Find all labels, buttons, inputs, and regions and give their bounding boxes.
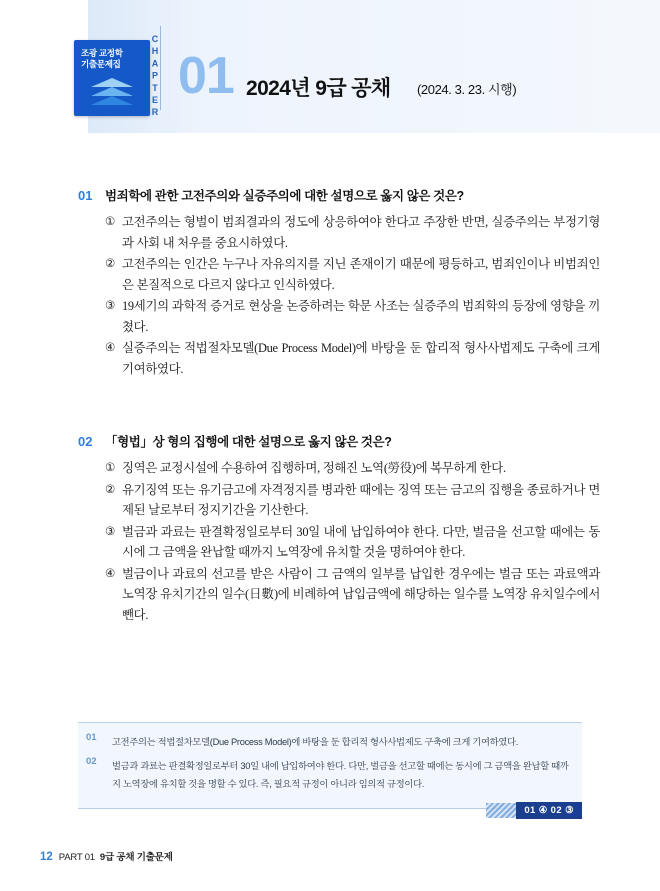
page-subtitle: (2024. 3. 23. 시행)	[417, 82, 517, 97]
answer-bar-stripe	[486, 803, 516, 818]
page-title: 2024년 9급 공채	[246, 77, 391, 100]
choice-text: 실증주의는 적법절차모델(Due Process Model)에 바탕을 둔 합리적 형사사법제도 구축에 크게 기여하였다.	[122, 341, 600, 376]
explanation-number: 02	[86, 756, 97, 767]
choice-text: 고전주의는 형벌이 범죄결과의 정도에 상응하여야 한다고 주장한 반면, 실증주의는 부정기형과 사회 내 처우를 중요시하였다.	[122, 215, 600, 250]
choice-list	[105, 212, 600, 379]
choice-marker: ③	[105, 300, 116, 312]
header-divider-rule	[160, 26, 161, 110]
badge-label	[81, 48, 123, 70]
chapter-number: 01	[178, 47, 234, 105]
explanation-text: 고전주의는 적법절차모델(Due Process Model)에 바탕을 둔 합리적 형사사법제도 구축에 크게 기여하였다.	[112, 737, 518, 747]
choice-item[interactable]	[105, 564, 600, 626]
choice-marker: ②	[105, 483, 116, 496]
choice-list	[105, 458, 600, 625]
explanation-row	[86, 732, 574, 750]
choice-marker: ③	[105, 525, 116, 538]
badge-line-1: 조광 교정학	[81, 48, 123, 58]
question-spacer	[0, 380, 660, 434]
choice-text: 벌금과 과료는 판결확정일로부터 30일 내에 납입하여야 한다. 다만, 벌금을 선고할 때에는 동시에 그 금액을 완납할 때까지 노역장에 유치할 것을 명하여야 한다.	[122, 524, 600, 559]
choice-text: 고전주의는 인간은 누구나 자유의지를 지닌 존재이기 때문에 평등하고, 범죄인이나 비범죄인은 본질적으로 다르지 않다고 인식하였다.	[122, 257, 600, 292]
choice-marker: ①	[105, 216, 116, 228]
header-background-gradient	[88, 0, 660, 133]
answer-key-bar	[486, 802, 582, 819]
footer-part: PART 01	[58, 852, 95, 863]
layered-books-icon	[87, 78, 137, 110]
question-list	[0, 133, 660, 626]
question-stem: 「형법」상 형의 집행에 대한 설명으로 옳지 않은 것은?	[105, 435, 392, 449]
choice-item[interactable]	[105, 480, 600, 521]
choice-marker: ④	[105, 342, 116, 354]
footer-label: 9급 공채 기출문제	[99, 852, 173, 863]
chapter-label: CHAPTER	[150, 34, 160, 120]
question-item	[0, 434, 660, 625]
page-header	[0, 0, 660, 133]
choice-item[interactable]	[105, 212, 600, 253]
page-footer	[40, 849, 173, 863]
explanation-number: 01	[86, 732, 97, 743]
choice-marker: ①	[105, 462, 116, 474]
question-item	[0, 188, 660, 379]
choice-marker: ④	[105, 567, 116, 580]
answer-key-text: 01 ④ 02 ③	[516, 802, 582, 819]
choice-text: 유기징역 또는 유기금고에 자격정지를 병과한 때에는 징역 또는 금고의 집행을 종료하거나 면제된 날로부터 정지기간을 기산한다.	[122, 482, 600, 517]
choice-text: 징역은 교정시설에 수용하여 집행하며, 정해진 노역(勞役)에 복무하게 한다.	[122, 461, 506, 475]
explanation-row	[86, 756, 574, 792]
question-number: 01	[78, 188, 93, 203]
page-number: 12	[40, 851, 53, 863]
choice-text: 벌금이나 과료의 선고를 받은 사람이 그 금액의 일부를 납입한 경우에는 벌금 또는 과료액과 노역장 유치기간의 일수(日數)에 비례하여 납입금액에 해당하는 일수를 노역장 유치일수에서 뺀다.	[122, 566, 600, 622]
badge-line-2: 기출문제집	[81, 59, 121, 69]
explanation-box	[78, 722, 582, 816]
question-number: 02	[78, 434, 93, 449]
choice-text: 19세기의 과학적 증거로 현상을 논증하려는 학문 사조는 실증주의 범죄학의 등장에 영향을 끼쳤다.	[122, 299, 600, 334]
choice-item[interactable]	[105, 254, 600, 295]
choice-item[interactable]	[105, 296, 600, 337]
choice-marker: ②	[105, 258, 116, 270]
choice-item[interactable]	[105, 338, 600, 379]
question-stem: 범죄학에 관한 고전주의와 실증주의에 대한 설명으로 옳지 않은 것은?	[105, 189, 464, 203]
choice-item[interactable]	[105, 458, 600, 479]
choice-item[interactable]	[105, 522, 600, 563]
book-logo-badge	[74, 40, 150, 116]
explanation-text: 벌금과 과료는 판결확정일로부터 30일 내에 납입하여야 한다. 다만, 벌금을 선고할 때에는 동시에 그 금액을 완납할 때까지 노역장에 유치할 것을 명할 수 있다. 즉, 필요적 규정이 아니라 임의적 규정이다.	[112, 761, 569, 789]
